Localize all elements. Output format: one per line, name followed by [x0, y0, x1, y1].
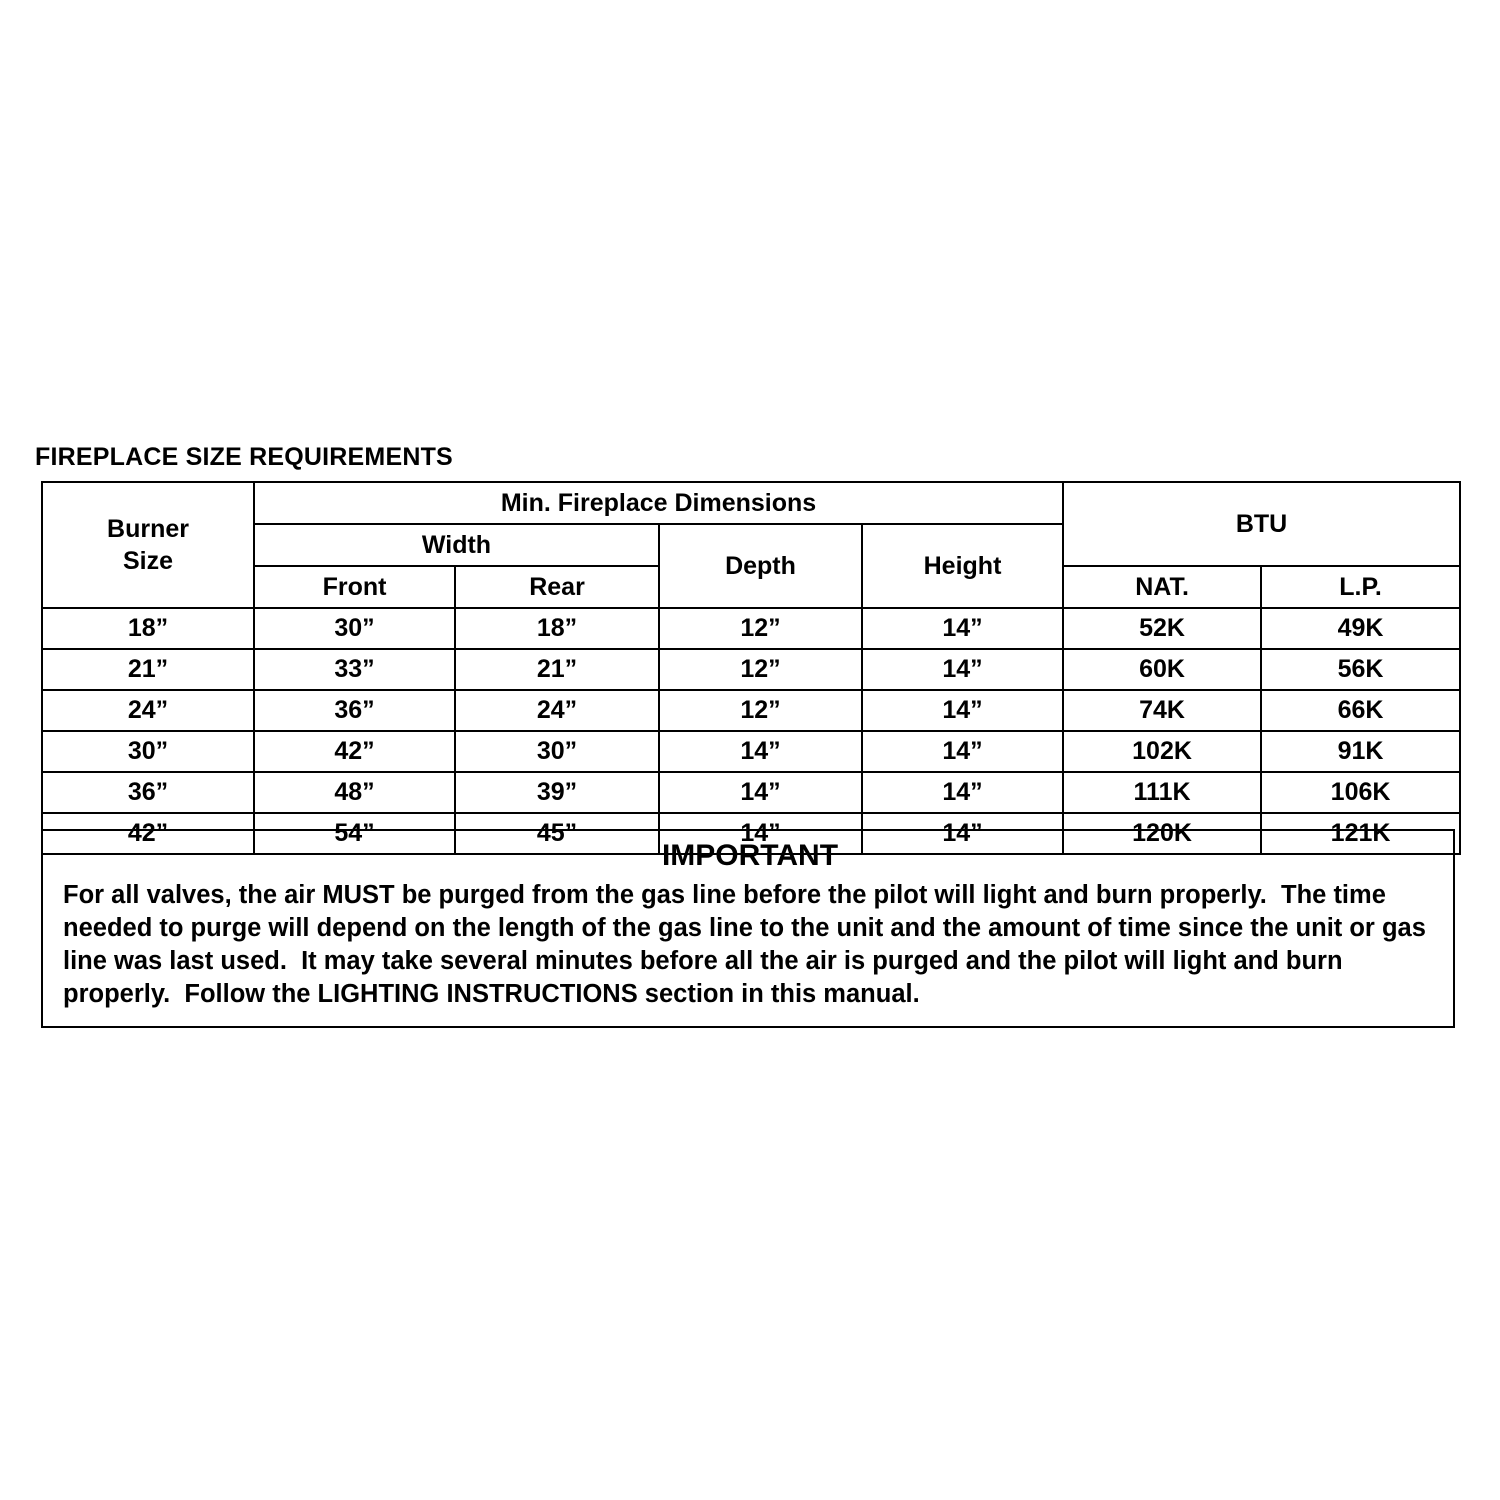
header-burner-size — [42, 482, 254, 608]
cell-front: 30” — [254, 608, 455, 649]
table-header-row-1 — [42, 482, 1460, 524]
cell-lp: 121K — [1261, 813, 1460, 854]
cell-burner: 30” — [42, 731, 254, 772]
header-nat: NAT. — [1063, 566, 1261, 608]
cell-depth: 14” — [659, 813, 862, 854]
cell-front: 54” — [254, 813, 455, 854]
cell-nat: 120K — [1063, 813, 1261, 854]
cell-front: 36” — [254, 690, 455, 731]
cell-height: 14” — [862, 772, 1063, 813]
header-height: Height — [862, 524, 1063, 608]
cell-burner: 24” — [42, 690, 254, 731]
cell-lp: 91K — [1261, 731, 1460, 772]
cell-height: 14” — [862, 608, 1063, 649]
cell-depth: 14” — [659, 731, 862, 772]
cell-nat: 111K — [1063, 772, 1261, 813]
cell-depth: 14” — [659, 772, 862, 813]
cell-nat: 52K — [1063, 608, 1261, 649]
cell-front: 48” — [254, 772, 455, 813]
header-lp: L.P. — [1261, 566, 1460, 608]
header-depth: Depth — [659, 524, 862, 608]
cell-height: 14” — [862, 813, 1063, 854]
cell-burner: 21” — [42, 649, 254, 690]
cell-nat: 74K — [1063, 690, 1261, 731]
header-min-fireplace-dimensions: Min. Fireplace Dimensions — [254, 482, 1063, 524]
cell-rear: 39” — [455, 772, 659, 813]
table-row — [42, 690, 1460, 731]
cell-rear: 45” — [455, 813, 659, 854]
header-burner-size-line1: Burner — [107, 514, 189, 543]
header-front: Front — [254, 566, 455, 608]
cell-front: 42” — [254, 731, 455, 772]
cell-rear: 21” — [455, 649, 659, 690]
table-row — [42, 731, 1460, 772]
cell-burner: 42” — [42, 813, 254, 854]
table-row — [42, 772, 1460, 813]
header-rear: Rear — [455, 566, 659, 608]
cell-rear: 30” — [455, 731, 659, 772]
cell-height: 14” — [862, 649, 1063, 690]
cell-height: 14” — [862, 690, 1063, 731]
important-title: IMPORTANT — [661, 839, 839, 872]
cell-nat: 102K — [1063, 731, 1261, 772]
cell-depth: 12” — [659, 608, 862, 649]
table-row — [42, 608, 1460, 649]
fireplace-size-table — [41, 481, 1461, 855]
cell-depth: 12” — [659, 690, 862, 731]
cell-lp: 49K — [1261, 608, 1460, 649]
cell-burner: 18” — [42, 608, 254, 649]
cell-burner: 36” — [42, 772, 254, 813]
cell-rear: 24” — [455, 690, 659, 731]
header-burner-size-line2: Size — [122, 547, 174, 575]
cell-nat: 60K — [1063, 649, 1261, 690]
cell-front: 33” — [254, 649, 455, 690]
cell-height: 14” — [862, 731, 1063, 772]
cell-lp: 66K — [1261, 690, 1460, 731]
header-btu: BTU — [1063, 482, 1460, 566]
cell-rear: 18” — [455, 608, 659, 649]
table-row — [42, 649, 1460, 690]
cell-depth: 12” — [659, 649, 862, 690]
important-body-text: For all valves, the air MUST be purged from the gas line before the pilot will light and burn properly. The time needed to purge will depend on the length of the gas line to the unit and the amount of time since the unit or gas line was last used. It may take several minutes before all the air is purged and the pilot will light and burn properly. Follow the LIGHTING INSTRUCTIONS section in this manual. — [63, 881, 1433, 1009]
page-title: FIREPLACE SIZE REQUIREMENTS — [35, 443, 453, 471]
cell-lp: 56K — [1261, 649, 1460, 690]
cell-lp: 106K — [1261, 772, 1460, 813]
fireplace-size-table-wrapper — [41, 481, 1459, 855]
header-width: Width — [254, 524, 659, 566]
important-notice-box — [41, 829, 1455, 1028]
